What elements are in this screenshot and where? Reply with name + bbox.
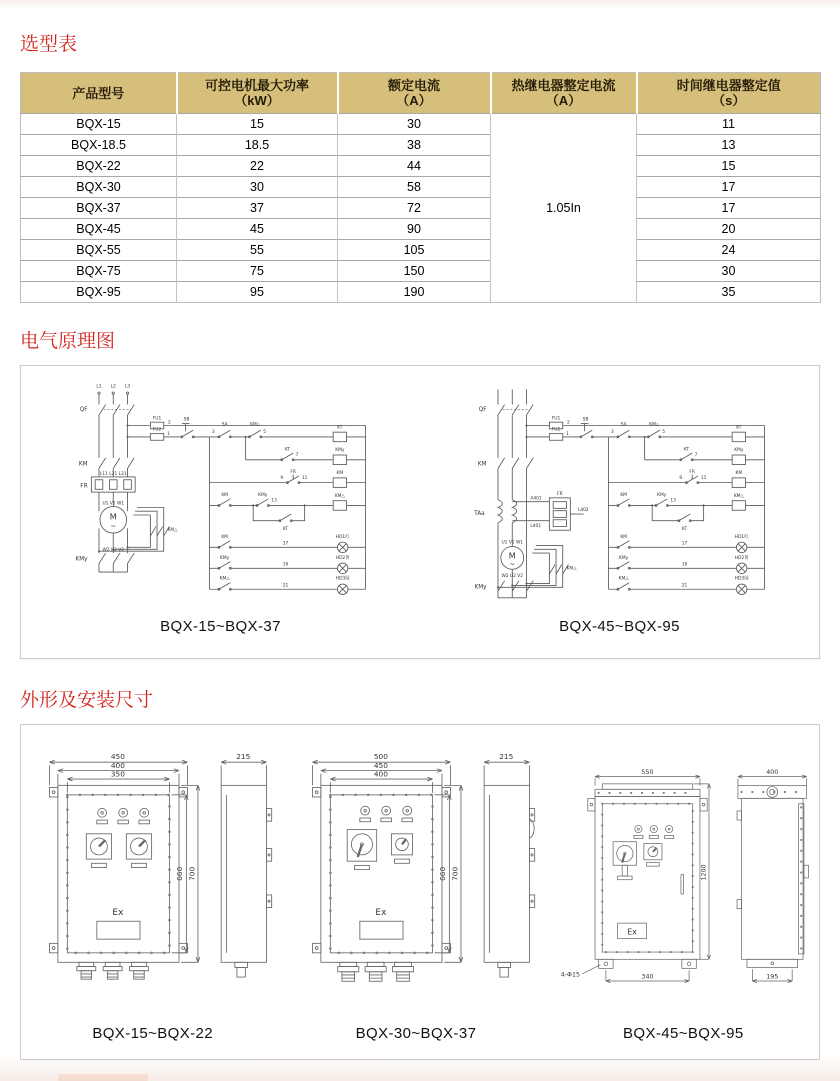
dim-height-660: 660: [438, 866, 448, 881]
label-w2: W2 U2 V2: [102, 548, 124, 554]
dim-width-500: 500: [374, 752, 389, 762]
label-qf: QF: [79, 407, 88, 414]
label-a401: A401: [530, 496, 542, 502]
label-fr: FR: [556, 492, 563, 497]
dimensions-panel: [20, 724, 820, 1060]
label-u1: U1 V1 W1: [102, 501, 124, 507]
schematic-bqx15-37: [59, 376, 383, 614]
motor-wave: ~: [509, 560, 515, 569]
table-row: BQX-95 95 190 35: [21, 282, 821, 303]
outline-drawing-bqx45-95: [548, 733, 819, 1021]
label-l402: L402: [577, 508, 589, 514]
dim-width-400: 400: [765, 768, 778, 776]
dim-width-340: 340: [641, 973, 654, 981]
wire-number: 7: [295, 452, 299, 458]
merged-cell: 1.05In: [491, 114, 637, 303]
section-title-selection: 选型表: [20, 34, 78, 55]
drawing-caption: BQX-30~BQX-37: [355, 1025, 477, 1042]
table-header-row: [21, 73, 821, 114]
label-hd1: HD1红: [734, 534, 749, 540]
wire-number: 13: [670, 498, 676, 504]
label-kmy: KMy: [219, 555, 229, 561]
wire-number: 19: [282, 562, 289, 568]
drawing-bqx45-95-block: [548, 725, 819, 1059]
column-header: 可控电机最大功率 （kW）: [177, 73, 338, 114]
label-fu1: FU1: [152, 416, 161, 422]
table-row: BQX-55 55 105 24: [21, 240, 821, 261]
label-km: KM: [220, 492, 228, 498]
label-kmd: KM△: [566, 566, 577, 572]
ex-marking: Ex: [375, 907, 387, 918]
label-kt: KT: [735, 425, 742, 431]
dim-height-700: 700: [187, 866, 197, 881]
label-kmd: KM△: [219, 576, 230, 582]
wire-number: 17: [681, 541, 688, 547]
label-kmy: KMy: [733, 448, 744, 454]
wire-number: 9: [280, 475, 283, 481]
wire-number: 11: [301, 475, 308, 481]
label-kt: KT: [336, 425, 343, 431]
dim-depth-215: 215: [236, 752, 251, 762]
section-title-schematic: 电气原理图: [20, 331, 116, 352]
label-hd2: HD2黄: [734, 555, 749, 561]
wire-number: 13: [271, 498, 277, 504]
dim-height-660: 660: [175, 866, 185, 881]
wire-number: 2: [566, 420, 570, 426]
dim-width-400: 400: [374, 769, 389, 779]
label-hd1: HD1红: [335, 534, 350, 540]
schematic-left-caption: BQX-15~BQX-37: [160, 618, 281, 635]
section-title-dimensions: 外形及安装尺寸: [20, 690, 154, 711]
label-fr: FR: [79, 483, 88, 490]
label-w2: W2 U2 V2: [501, 573, 523, 579]
label-kmy: KMy: [474, 584, 487, 591]
dim-holes-4phi15: 4-Φ15: [560, 971, 580, 979]
label-kmy: KMy: [656, 492, 666, 498]
label-l1: L1: [96, 384, 102, 390]
wire-number: 2: [167, 420, 171, 426]
dim-width-350: 350: [110, 769, 125, 779]
selection-table: [20, 72, 821, 303]
drawing-caption: BQX-45~BQX-95: [622, 1025, 744, 1042]
schematic-panel: [20, 365, 820, 659]
table-row: BQX-22 22 44 15: [21, 156, 821, 177]
column-header: 热继电器整定电流 （A）: [491, 73, 637, 114]
label-kmd: KM△: [249, 422, 260, 428]
dim-width-450: 450: [374, 760, 389, 770]
label-km: KM: [735, 471, 742, 477]
label-kmd: KM△: [733, 493, 744, 499]
table-body: [21, 114, 821, 303]
outline-drawing-bqx30-37: [284, 733, 547, 1021]
dim-width-195: 195: [765, 973, 778, 981]
wire-number: 3: [610, 430, 614, 436]
wire-number: 21: [681, 583, 688, 589]
table-row: BQX-30 30 58 17: [21, 177, 821, 198]
label-kmd: KM△: [334, 493, 345, 499]
wire-number: 17: [282, 541, 289, 547]
table-row: BQX-18.5 18.5 38 13: [21, 135, 821, 156]
label-l3: L3: [124, 384, 130, 390]
outline-drawing-bqx15-22: [21, 733, 284, 1021]
motor-wave: ~: [110, 522, 116, 531]
label-sa: SA: [620, 422, 627, 428]
table-row: BQX-75 75 150 30: [21, 261, 821, 282]
wire-number: 3: [211, 430, 215, 436]
label-hd2: HD2黄: [335, 555, 350, 561]
dim-width-450: 450: [110, 752, 125, 762]
label-kmd: KM△: [618, 576, 629, 582]
label-kt: KT: [683, 447, 689, 453]
wire-number: 7: [694, 452, 698, 458]
label-u1: U1 V1 W1: [501, 540, 523, 546]
table-row: BQX-37 37 72 17: [21, 198, 821, 219]
ex-marking: Ex: [627, 927, 637, 937]
wire-number: 5: [262, 430, 266, 436]
label-kmd: KM△: [648, 422, 659, 428]
drawing-bqx15-22-block: [21, 725, 284, 1059]
wire-number: 11: [700, 475, 707, 481]
dim-height-700: 700: [450, 866, 460, 881]
wire-number: 19: [681, 562, 688, 568]
label-kt: KT: [282, 527, 288, 533]
label-sb: SB: [582, 417, 589, 423]
drawing-caption: BQX-15~BQX-22: [92, 1025, 213, 1042]
label-km: KM: [619, 492, 627, 498]
table-row: BQX-45 45 90 20: [21, 219, 821, 240]
label-km: KM: [336, 471, 343, 477]
column-header: 产品型号: [21, 73, 177, 114]
dim-width-550: 550: [641, 768, 654, 776]
motor-letter: M: [508, 550, 516, 561]
label-kmy: KMy: [334, 448, 345, 454]
label-kmd: KM△: [167, 528, 178, 534]
label-taa: TAa: [473, 510, 485, 517]
ex-marking: Ex: [112, 907, 124, 918]
label-km: KM: [619, 534, 627, 540]
wire-number: 9: [679, 475, 682, 481]
wire-number: 5: [661, 430, 665, 436]
label-kmy: KMy: [618, 555, 628, 561]
label-hd3: HD3绿: [335, 576, 350, 582]
label-l11: L11 L21 L31: [99, 472, 127, 478]
label-km: KM: [78, 461, 88, 468]
schematic-bqx45-95: [458, 376, 782, 614]
wire-number: 1: [565, 432, 569, 438]
column-header: 额定电流 （A）: [338, 73, 491, 114]
label-fu2: FU2: [152, 427, 161, 433]
wire-number: 1: [166, 432, 170, 438]
dim-height-1200: 1200: [700, 864, 708, 881]
label-fr: FR: [689, 470, 695, 476]
label-l2: L2: [110, 384, 116, 390]
label-fu1: FU1: [551, 416, 560, 422]
label-kt: KT: [284, 447, 290, 453]
label-km: KM: [477, 461, 487, 468]
schematic-left-block: [21, 366, 420, 658]
column-header: 时间继电器整定值 （s）: [637, 73, 821, 114]
dim-width-400: 400: [110, 760, 125, 770]
drawing-bqx30-37-block: [284, 725, 547, 1059]
label-qf: QF: [478, 407, 487, 414]
page-edge-artifact: [58, 1074, 148, 1081]
label-fu2: FU2: [551, 427, 560, 433]
schematic-right-caption: BQX-45~BQX-95: [559, 618, 680, 635]
motor-letter: M: [109, 511, 117, 522]
label-fr: FR: [290, 470, 296, 476]
label-hd3: HD3绿: [734, 576, 749, 582]
wire-number: 21: [282, 583, 289, 589]
label-l401: L401: [530, 523, 541, 529]
label-kmy: KMy: [257, 492, 267, 498]
dim-depth-215: 215: [499, 752, 514, 762]
schematic-right-block: [420, 366, 819, 658]
label-kmy: KMy: [75, 556, 88, 563]
table-row: BQX-15 15 30 1.05In 11: [21, 114, 821, 135]
label-sa: SA: [221, 422, 228, 428]
label-sb: SB: [183, 417, 190, 423]
label-kt: KT: [681, 527, 687, 533]
label-km: KM: [220, 534, 228, 540]
